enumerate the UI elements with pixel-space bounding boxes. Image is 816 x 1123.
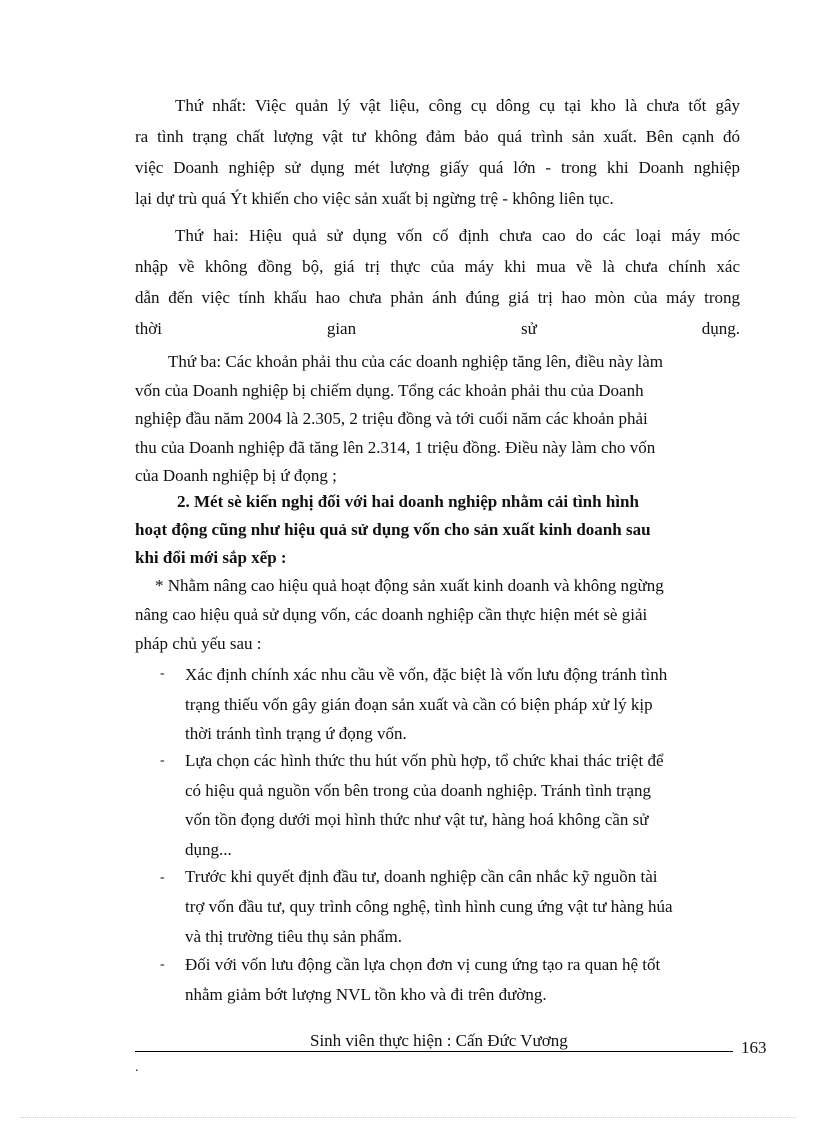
text-line: vốn của Doanh nghiệp bị chiếm dụng. Tổng các khoản phải thu của Doanh bbox=[135, 380, 644, 400]
footer-rule bbox=[135, 1051, 733, 1052]
bullet-item bbox=[185, 660, 735, 749]
text-line: vốn tồn đọng dưới mọi hình thức như vật tư, hàng hoá không cần sử bbox=[185, 810, 649, 829]
paragraph-third bbox=[135, 348, 725, 491]
intro-paragraph bbox=[135, 571, 735, 658]
text-line: và thị trường tiêu thụ sản phẩm. bbox=[185, 927, 402, 946]
bullet-marker: - bbox=[160, 666, 165, 681]
text-line: Thứ nhất: Việc quản lý vật liệu, công cụ dông cụ tại kho là chưa tốt gây bbox=[175, 96, 740, 115]
text-line: thời tránh tình trạng ứ đọng vốn. bbox=[185, 724, 407, 743]
text-line: dụng... bbox=[185, 839, 232, 859]
heading-line: 2. Mét sè kiến nghị đối với hai doanh nghiệp nhằm cải tình hình bbox=[177, 492, 639, 511]
text-line: nhằm giảm bớt lượng NVL tồn kho và đi trên đường. bbox=[185, 985, 547, 1004]
bullet-marker: - bbox=[160, 753, 165, 768]
page-bottom-border bbox=[20, 1117, 796, 1118]
heading-line: khi đổi mới sắp xếp : bbox=[135, 548, 287, 567]
text-line: của Doanh nghiệp bị ứ đọng ; bbox=[135, 466, 337, 485]
bullet-item bbox=[185, 950, 735, 1010]
text-line: có hiệu quả nguồn vốn bên trong của doanh nghiệp. Tránh tình trạng bbox=[185, 780, 652, 800]
section-heading bbox=[135, 488, 735, 572]
text-line: thời gian sử dụng. bbox=[135, 319, 740, 338]
footer-mark: . bbox=[135, 1060, 139, 1075]
text-line: dẫn đến việc tính khấu hao chưa phản ánh đúng giá trị hao mòn của máy trong bbox=[135, 288, 740, 307]
text-line: lại dự trù quá Ýt khiến cho việc sản xuất bị ngừng trệ - không liên tục. bbox=[135, 189, 614, 208]
paragraph-second bbox=[135, 220, 740, 344]
text-line: Trước khi quyết định đầu tư, doanh nghiệp cần cân nhắc kỹ nguồn tài bbox=[185, 867, 658, 886]
text-line: trạng thiếu vốn gây gián đoạn sản xuất và cần có biện pháp xử lý kịp bbox=[185, 694, 653, 714]
text-line: Lựa chọn các hình thức thu hút vốn phù hợp, tổ chức khai thác triệt để bbox=[185, 751, 664, 770]
text-line: * Nhằm nâng cao hiệu quả hoạt động sản xuất kinh doanh và không ngừng bbox=[155, 576, 664, 595]
bullet-item bbox=[185, 746, 735, 864]
footer-author: Sinh viên thực hiện : Cấn Đức Vương bbox=[310, 1031, 568, 1050]
text-line: Thứ ba: Các khoản phải thu của các doanh nghiệp tăng lên, điều này làm bbox=[168, 352, 663, 371]
text-line: pháp chủ yếu sau : bbox=[135, 634, 262, 653]
paragraph-first bbox=[135, 90, 740, 214]
page-number: 163 bbox=[741, 1038, 767, 1057]
text-line: nhập về không đồng bộ, giá trị thực của máy khi mua về là chưa chính xác bbox=[135, 257, 740, 276]
text-line: Thứ hai: Hiệu quả sử dụng vốn cố định chưa cao do các loại máy móc bbox=[175, 226, 740, 245]
text-line: thu của Doanh nghiệp đã tăng lên 2.314, 1 triệu đồng. Điều này làm cho vốn bbox=[135, 437, 656, 457]
bullet-marker: - bbox=[160, 870, 165, 885]
text-line: việc Doanh nghiệp sử dụng mét lượng giấy quá lớn - trong khi Doanh nghiệp bbox=[135, 158, 740, 177]
text-line: Xác định chính xác nhu cầu về vốn, đặc biệt là vốn lưu động tránh tình bbox=[185, 665, 668, 684]
text-line: nghiệp đầu năm 2004 là 2.305, 2 triệu đồng và tới cuối năm các khoản phải bbox=[135, 409, 648, 428]
bullet-marker: - bbox=[160, 957, 165, 972]
bullet-item bbox=[185, 862, 735, 952]
text-line: Đối với vốn lưu động cần lựa chọn đơn vị cung ứng tạo ra quan hệ tốt bbox=[185, 955, 661, 974]
text-line: trợ vốn đầu tư, quy trình công nghệ, tình hình cung ứng vật tư hàng húa bbox=[185, 897, 673, 916]
text-line: ra tình trạng chất lượng vật tư không đảm bảo quá trình sản xuất. Bên cạnh đó bbox=[135, 127, 740, 146]
heading-line: hoạt động cũng như hiệu quả sử dụng vốn cho sản xuất kinh doanh sau bbox=[135, 520, 651, 539]
text-line: nâng cao hiệu quả sử dụng vốn, các doanh nghiệp cần thực hiện mét sè giải bbox=[135, 605, 648, 624]
